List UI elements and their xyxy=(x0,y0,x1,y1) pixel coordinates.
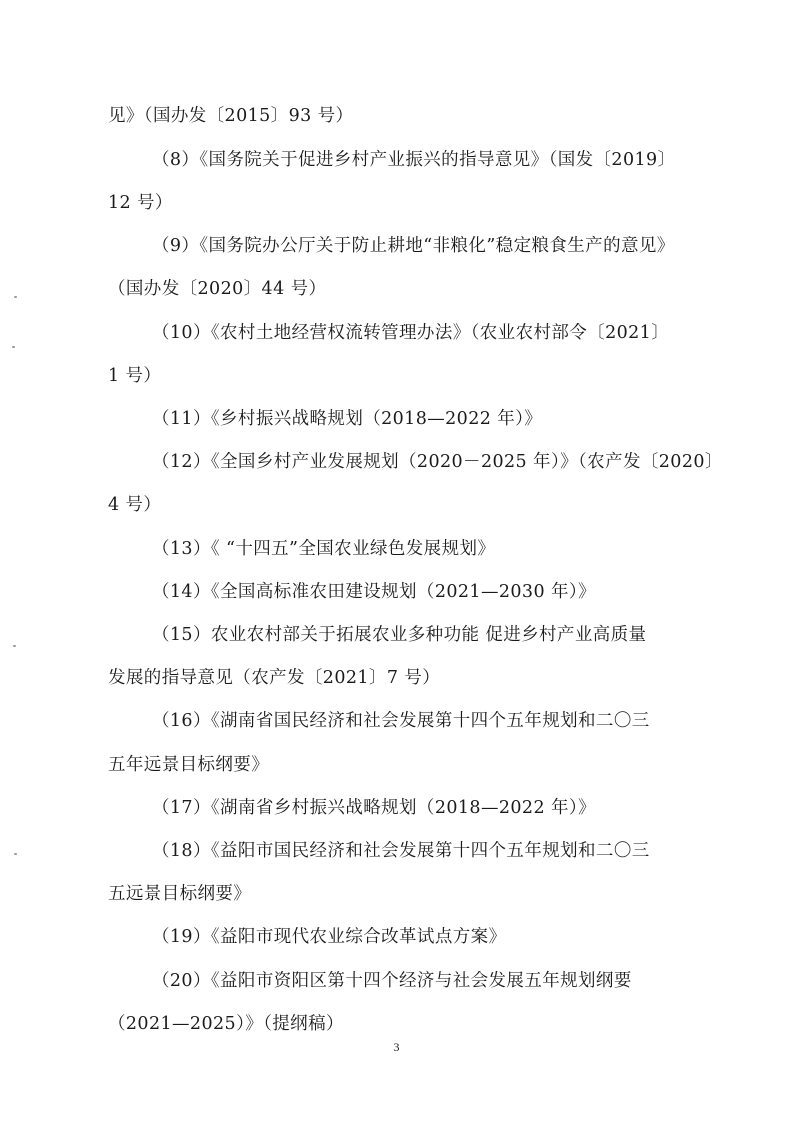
scan-speck xyxy=(14,853,17,855)
text-line-6: （10）《农村土地经营权流转管理办法》（农业农村部令〔2021〕 xyxy=(152,323,670,343)
text-line-17: （17）《湖南省乡村振兴战略规划（2018—2022 年）》 xyxy=(152,798,596,818)
scan-speck xyxy=(12,346,15,348)
text-line-5: （国办发〔2020〕44 号） xyxy=(108,279,327,299)
text-line-8: （11）《乡村振兴战略规划（2018—2022 年）》 xyxy=(152,409,543,429)
text-line-3: 12 号） xyxy=(108,193,173,213)
page-number: 3 xyxy=(393,1040,400,1054)
text-line-13: （15）农业农村部关于拓展农业多种功能 促进乡村产业高质量 xyxy=(152,625,647,645)
text-line-14: 发展的指导意见（农产发〔2021〕7 号） xyxy=(108,668,441,688)
scan-speck xyxy=(14,296,17,298)
text-line-22: （2021—2025）》（提纲稿） xyxy=(108,1014,344,1034)
text-line-4: （9）《国务院办公厅关于防止耕地“非粮化”稳定粮食生产的意见》 xyxy=(152,236,675,256)
text-line-15: （16）《湖南省国民经济和社会发展第十四个五年规划和二〇三 xyxy=(152,711,650,731)
text-line-1: 见》（国办发〔2015〕93 号） xyxy=(108,106,354,126)
text-line-20: （19）《益阳市现代农业综合改革试点方案》 xyxy=(152,927,507,947)
text-line-12: （14）《全国高标准农田建设规划（2021—2030 年）》 xyxy=(152,582,596,602)
text-line-18: （18）《益阳市国民经济和社会发展第十四个五年规划和二〇三 xyxy=(152,841,650,861)
text-line-16: 五年远景目标纲要》 xyxy=(108,755,270,775)
text-line-21: （20）《益阳市资阳区第十四个经济与社会发展五年规划纲要 xyxy=(152,971,632,991)
text-line-7: 1 号） xyxy=(108,366,162,386)
text-line-9: （12）《全国乡村产业发展规划（2020－2025 年）》（农产发〔2020〕 xyxy=(152,452,723,472)
text-line-11: （13）《 “十四五”全国农业绿色发展规划》 xyxy=(152,539,496,559)
scan-speck xyxy=(13,645,16,647)
text-line-10: 4 号） xyxy=(108,495,162,515)
text-line-19: 五远景目标纲要》 xyxy=(108,884,252,904)
text-line-2: （8）《国务院关于促进乡村产业振兴的指导意见》（国发〔2019〕 xyxy=(152,150,676,170)
